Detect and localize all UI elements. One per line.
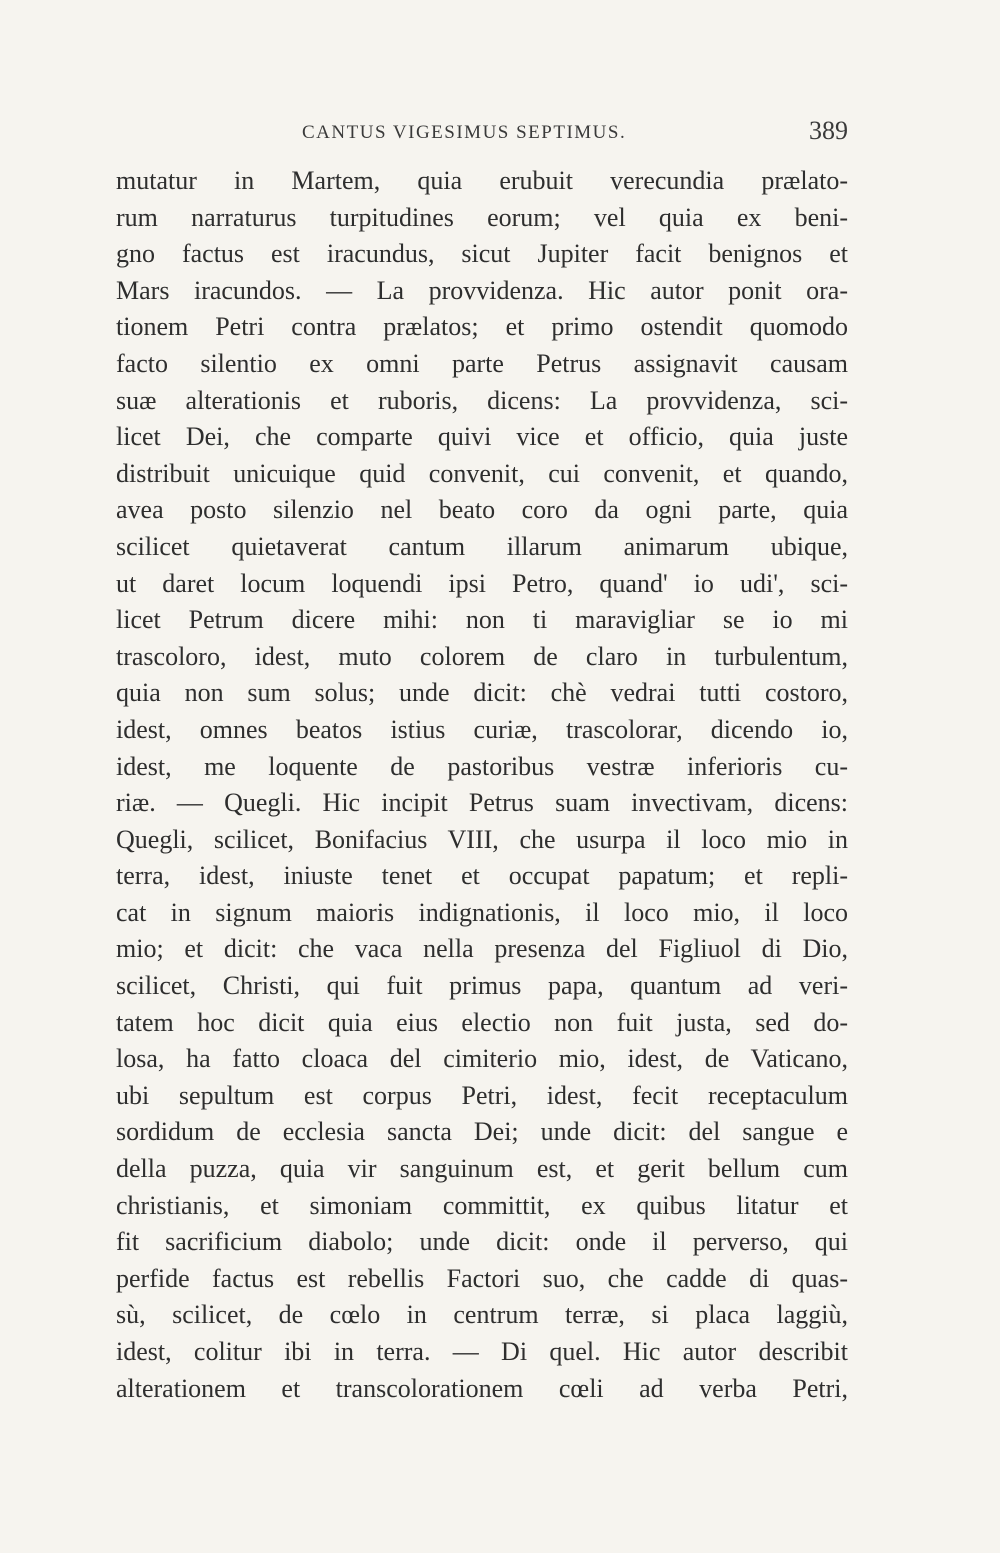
text-line: suæ alterationis et ruboris, dicens: La provvidenza, sci- [116,385,848,415]
text-line: rum narraturus turpitudines eorum; vel quia ex beni- [116,202,848,232]
text-line: alterationem et transcolorationem cœli ad verba Petri, [116,1373,848,1403]
body-text [116,163,848,1407]
text-line: sù, scilicet, de cœlo in centrum terræ, si placa laggiù, [116,1300,848,1330]
running-title: CANTUS VIGESIMUS SEPTIMUS. [302,122,627,143]
page-number: 389 [809,116,848,145]
text-line: idest, me loquente de pastoribus vestræ inferioris cu- [116,751,848,781]
text-line: ubi sepultum est corpus Petri, idest, fecit receptaculum [116,1080,848,1110]
text-line: quia non sum solus; unde dicit: chè vedrai tutti costoro, [116,678,848,708]
text-line: scilicet quietaverat cantum illarum animarum ubique, [116,531,848,561]
text-line: ut daret locum loquendi ipsi Petro, quand' io udi', sci- [116,568,848,598]
text-line: facto silentio ex omni parte Petrus assignavit causam [116,348,848,378]
text-line: christianis, et simoniam committit, ex quibus litatur et [116,1190,848,1220]
text-line: Mars iracundos. — La provvidenza. Hic autor ponit ora- [116,275,848,305]
text-line: mio; et dicit: che vaca nella presenza del Figliuol di Dio, [116,934,848,964]
text-line: avea posto silenzio nel beato coro da ogni parte, quia [116,495,848,525]
text-line: trascoloro, idest, muto colorem de claro in turbulentum, [116,641,848,671]
text-line: losa, ha fatto cloaca del cimiterio mio, idest, de Vaticano, [116,1044,848,1074]
text-line: scilicet, Christi, qui fuit primus papa, quantum ad veri- [116,971,848,1001]
text-line: licet Petrum dicere mihi: non ti maravigliar se io mi [116,605,848,635]
text-line: Quegli, scilicet, Bonifacius VIII, che usurpa il loco mio in [116,824,848,854]
text-line: perfide factus est rebellis Factori suo, che cadde di quas- [116,1263,848,1293]
text-line: idest, omnes beatos istius curiæ, trascolorar, dicendo io, [116,714,848,744]
text-line: terra, idest, iniuste tenet et occupat papatum; et repli- [116,861,848,891]
text-line: riæ. — Quegli. Hic incipit Petrus suam invectivam, dicens: [116,788,848,818]
text-line: tionem Petri contra prælatos; et primo ostendit quomodo [116,312,848,342]
text-line: mutatur in Martem, quia erubuit verecundia prælato- [116,166,848,195]
text-line: tatem hoc dicit quia eius electio non fuit justa, sed do- [116,1007,848,1037]
text-line: gno factus est iracundus, sicut Jupiter facit benignos et [116,239,848,269]
text-line: fit sacrificium diabolo; unde dicit: onde il perverso, qui [116,1227,848,1257]
text-line: della puzza, quia vir sanguinum est, et gerit bellum cum [116,1154,848,1184]
text-line: idest, colitur ibi in terra. — Di quel. Hic autor describit [116,1337,848,1366]
text-line: cat in signum maioris indignationis, il loco mio, il loco [116,897,848,927]
text-line: licet Dei, che comparte quivi vice et officio, quia juste [116,422,848,452]
text-line: distribuit unicuique quid convenit, cui convenit, et quando, [116,458,848,488]
running-head [116,116,848,150]
text-line: sordidum de ecclesia sancta Dei; unde dicit: del sangue e [116,1117,848,1147]
